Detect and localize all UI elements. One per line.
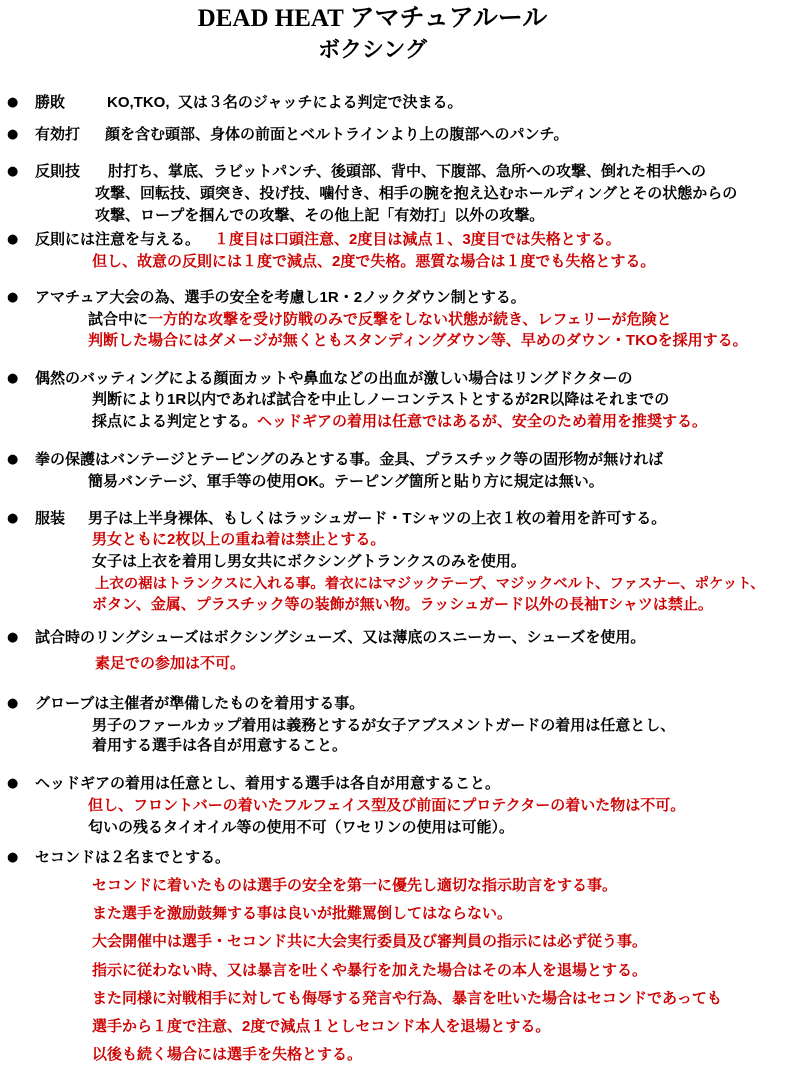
rule-emphasis: 一方的な攻撃を受け防戦のみで反撃をしない状態が続き、レフェリーが危険と — [148, 311, 672, 328]
rule-line — [92, 876, 617, 896]
rule-text: 顔を含む頭部、身体の前面とベルトラインより上の腹部へのパンチ。 — [105, 126, 569, 143]
rule-emphasis: ヘッドギアの着用は任意ではあるが、安全のため着用を推奨する。 — [257, 413, 708, 430]
rule-text: 攻撃、ロープを掴んでの攻撃、その他上記「有効打」以外の攻撃。 — [95, 207, 545, 224]
rule-line — [95, 206, 544, 226]
bullet-icon: ● — [7, 95, 19, 110]
rule-line — [92, 390, 669, 410]
rule-emphasis: また同様に対戦相手に対しても侮辱する発言や行為、暴言を吐いた場合はセコンドであっても — [92, 990, 722, 1007]
rule-text: グローブは主催者が準備したものを着用する事。 — [35, 695, 365, 712]
rule-emphasis: 判断した場合にはダメージが無くともスタンディングダウン等、早めのダウン・TKOを採用する。 — [88, 332, 748, 349]
rule-line — [92, 1045, 362, 1065]
rule-text: 女子は上衣を着用し男女共にボクシングトランクスのみを使用。 — [92, 553, 526, 570]
rule-emphasis: 但し、故意の反則には１度で減点、2度で失格。悪質な場合は１度でも失格とする。 — [92, 253, 656, 270]
rule-text: 攻撃、回転技、頭突き、投げ技、噛付き、相手の腕を抱え込むホールディングとその状態からの — [95, 185, 738, 202]
bullet-icon: ● — [7, 452, 19, 467]
rule-text: ヘッドギアの着用は任意とし、着用する選手は各自が用意すること。 — [35, 775, 501, 792]
rule-line — [92, 989, 722, 1009]
rule-emphasis: 指示に従わない時、又は暴言を吐くや暴行を加えた場合はその本人を退場とする。 — [92, 962, 648, 979]
rule-emphasis: 上衣の裾はトランクスに入れる事。着衣にはマジックテープ、マジックベルト、ファスナー、ポケット、 — [95, 576, 765, 592]
rule-line — [92, 552, 526, 572]
rule-emphasis: 男女ともに2枚以上の重ね着は禁止とする。 — [92, 531, 386, 548]
rule-emphasis: 以後も続く場合には選手を失格とする。 — [92, 1046, 363, 1063]
rule-line — [88, 310, 672, 330]
rule-text: 試合中に — [88, 311, 149, 328]
bullet-icon: ● — [7, 696, 19, 711]
rule-text: 着用する選手は各自が用意すること。 — [92, 737, 348, 754]
rule-text: 簡易バンテージ、軍手等の使用OK。テーピング箇所と貼り方に規定は無い。 — [88, 473, 604, 490]
rule-text: アマチュア大会の為、選手の安全を考慮し1R・2ノックダウン制とする。 — [35, 289, 526, 306]
rule-text: 判断により1R以内であれば試合を中止しノーコンテストとするが2R以降はそれまでの — [92, 391, 670, 408]
rule-line — [95, 654, 245, 674]
rule-emphasis: 大会開催中は選手・セコンド共に大会実行委員及び審判員の指示には必ず従う事。 — [92, 933, 648, 950]
bullet-icon: ● — [7, 850, 19, 865]
rule-line — [92, 904, 512, 924]
document-subtitle: ボクシング — [317, 37, 427, 62]
bullet-icon: ● — [7, 290, 19, 305]
rule-line — [105, 125, 569, 145]
document-title: DEAD HEAT アマチュアルール — [197, 5, 548, 32]
bullet-icon: ● — [7, 371, 19, 386]
rule-text: 試合時のリングシューズはボクシングシューズ、又は薄底のスニーカー、シューズを使用。 — [35, 629, 646, 646]
rule-emphasis: セコンドに着いたものは選手の安全を第一に優先し適切な指示助言をする事。 — [92, 877, 618, 894]
rule-text: セコンドは２名までとする。 — [35, 849, 231, 866]
rule-line — [95, 574, 765, 594]
rule-text: 匂いの残るタイオイル等の使用不可（ワセリンの使用は可能）。 — [88, 819, 515, 836]
rule-line — [92, 736, 347, 756]
rule-line — [92, 1017, 550, 1037]
rule-text: KO,TKO, 又は３名のジャッチによる判定で決まる。 — [107, 94, 463, 111]
rule-text: 反則には注意を与える。 — [35, 231, 201, 248]
rule-emphasis: １度目は口頭注意、2度目は減点１、3度目では失格とする。 — [214, 231, 621, 248]
bullet-icon: ● — [7, 630, 19, 645]
bullet-icon: ● — [7, 127, 19, 142]
rule-line — [107, 93, 463, 113]
rule-emphasis: また選手を激励鼓舞する事は良いが批難罵倒してはならない。 — [92, 905, 513, 922]
bullet-icon: ● — [7, 776, 19, 791]
bullet-icon: ● — [7, 232, 19, 247]
rule-line — [35, 848, 230, 868]
rule-line — [35, 774, 500, 794]
rule-line — [95, 184, 737, 204]
rule-text: 肘打ち、掌底、ラビットパンチ、後頭部、背中、下腹部、急所への攻撃、倒れた相手への — [108, 163, 707, 180]
rule-line — [88, 796, 685, 816]
rule-line — [108, 162, 706, 182]
rule-label: 有効打 — [35, 126, 81, 143]
rule-line — [88, 472, 604, 492]
rule-line — [92, 595, 713, 615]
rule-text: 男子は上半身裸体、もしくはラッシュガード・Tシャツの上衣１枚の着用を許可する。 — [88, 510, 667, 527]
rule-line — [88, 509, 666, 529]
rule-line — [88, 331, 748, 351]
rule-line — [92, 412, 707, 432]
rule-line — [35, 288, 526, 308]
rule-emphasis: 但し、フロントバーの着いたフルフェイス型及び前面にプロテクターの着いた物は不可。 — [88, 797, 686, 814]
rule-line — [35, 450, 663, 470]
rule-line — [35, 628, 645, 648]
bullet-icon: ● — [7, 511, 19, 526]
rule-label: 服装 — [35, 510, 66, 527]
rule-line — [92, 530, 385, 550]
rule-label: 反則技 — [35, 163, 81, 180]
rule-text: 男子のファールカップ着用は義務とするが女子アブスメントガードの着用は任意とし、 — [92, 717, 676, 734]
rule-emphasis: 素足での参加は不可。 — [95, 655, 246, 672]
rule-line — [88, 818, 514, 838]
rule-line — [92, 932, 647, 952]
bullet-icon: ● — [7, 164, 19, 179]
rule-line — [35, 694, 364, 714]
rule-text: 採点による判定とする。 — [92, 413, 258, 430]
rule-line — [35, 369, 632, 389]
rule-emphasis: ボタン、金属、プラスチック等の装飾が無い物。ラッシュガード以外の長袖Tシャツは禁止。 — [92, 596, 713, 613]
rule-line — [92, 252, 655, 272]
rule-line — [92, 716, 675, 736]
rule-line — [92, 961, 647, 981]
rule-emphasis: 選手から１度で注意、2度で減点１としセコンド本人を退場とする。 — [92, 1018, 551, 1035]
rule-text: 偶然のバッティングによる顔面カットや鼻血などの出血が激しい場合はリングドクターの — [35, 370, 633, 387]
rule-text: 拳の保護はバンテージとテーピングのみとする事。金具、プラスチック等の固形物が無ければ — [35, 451, 664, 468]
rule-line — [35, 230, 621, 250]
rule-label: 勝敗 — [35, 94, 66, 111]
